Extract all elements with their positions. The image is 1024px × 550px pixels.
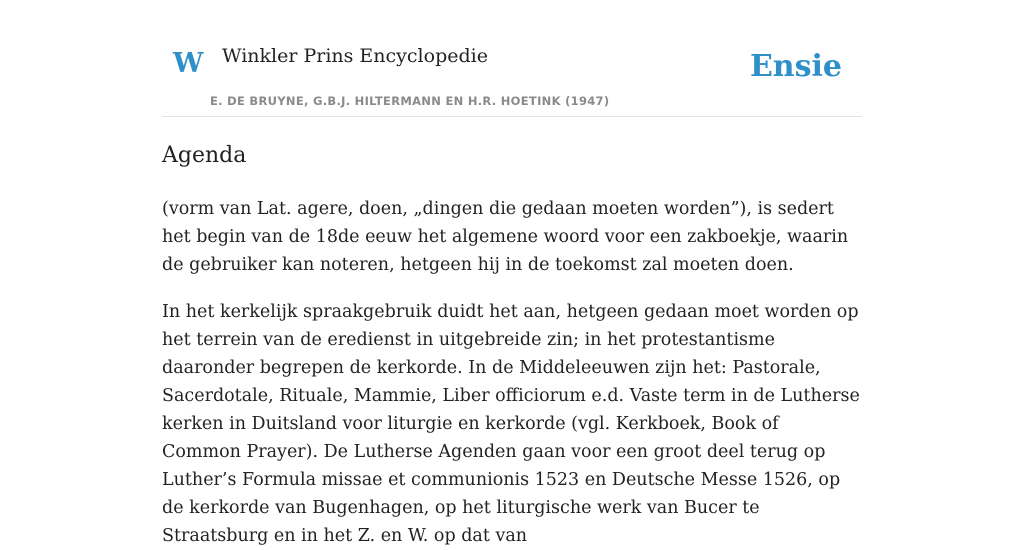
article-paragraph: In het kerkelijk spraakgebruik duidt het aan, hetgeen gedaan moet worden op het terrein van de eredienst in uitgebreide zin; in het protestantisme daaronder begrepen de kerkorde. In de Middeleeuwen zijn het: Pastorale, Sacerdotale, Rituale, Mammie, Liber officiorum e.d. Vaste term in de Lutherse kerken in Duitsland voor liturgie en kerkorde (vgl. Kerkboek, Book of Common Prayer). De Lutherse Agenden gaan voor een groot deel terug op Luther’s Formula missae et communionis 1523 en Deutsche Messe 1526, op de kerkorde van Bugenhagen, op het liturgische werk van Bucer te Straatsburg en in het Z. en W. op dat van bbox=[162, 302, 860, 546]
page bbox=[162, 0, 862, 546]
source-title[interactable]: Winkler Prins Encyclopedie bbox=[222, 45, 488, 67]
article-body bbox=[162, 195, 862, 550]
source-authors: E. DE BRUYNE, G.B.J. HILTERMANN EN H.R. HOETINK (1947) bbox=[210, 94, 610, 108]
source-header bbox=[162, 0, 862, 117]
winkler-prins-logo[interactable]: W bbox=[173, 48, 204, 79]
ensie-logo-link[interactable]: Ensie bbox=[749, 49, 842, 84]
article-title: Agenda bbox=[162, 143, 247, 168]
article-paragraph: (vorm van Lat. agere, doen, „dingen die gedaan moeten worden”), is sedert het begin van de 18de eeuw het algemene woord voor een zakboekje, waarin de gebruiker kan noteren, hetgeen hij in de toekomst zal moeten doen. bbox=[162, 199, 849, 275]
